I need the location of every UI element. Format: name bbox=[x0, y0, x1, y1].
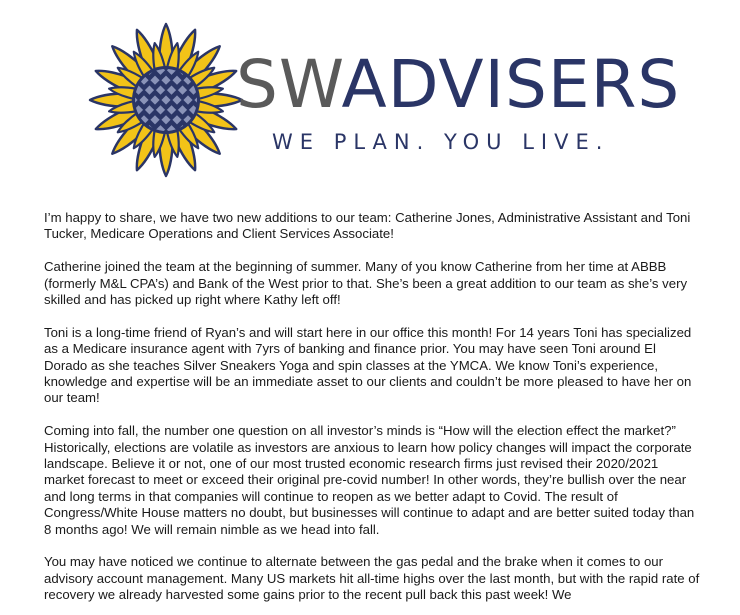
brand-wordmark bbox=[236, 46, 681, 162]
brand-advisers: ADVISERS bbox=[341, 46, 681, 123]
letter-body bbox=[44, 210, 702, 615]
paragraph-account-management: You may have noticed we continue to alternate between the gas pedal and the brake when it comes to our advisory account management. Many US markets hit all-time highs over the last month, but with the rapid rate of recovery we already harvested some gains prior to the recent pull back this past week! We bbox=[44, 554, 700, 603]
paragraph-election: Coming into fall, the number one question on all investor’s minds is “How will the election effect the market?” Historically, elections are volatile as investors are anxious to learn how policy changes will impact the corporate landscape. Believe it or not, one of our most trusted economic research firms just revised their 2020/2021 market forecast to meet or exceed their original pre-covid number! In other words, they’re bullish over the near and long terms in that companies will continue to reopen as we better adapt to Covid. The result of Congress/White House matters no doubt, but businesses will continue to adapt and are better suited today than 8 months ago! We will remain nimble as we head into fall. bbox=[44, 423, 695, 537]
tagline: WE PLAN. YOU LIVE. bbox=[272, 130, 610, 154]
paragraph-new-additions: I’m happy to share, we have two new additions to our team: Catherine Jones, Administrative Assistant and Toni Tucker, Medicare Operations and Client Services Associate! bbox=[44, 210, 691, 242]
logo bbox=[86, 20, 681, 180]
brand-sw: SW bbox=[236, 46, 342, 123]
paragraph-catherine: Catherine joined the team at the beginning of summer. Many of you know Catherine from her time at ABBB (formerly M&L CPA’s) and Bank of the West prior to that. She’s been a great addition to our team as she’s very skilled and has picked up right where Kathy left off! bbox=[44, 259, 688, 308]
sunflower-icon bbox=[86, 20, 246, 180]
paragraph-toni: Toni is a long-time friend of Ryan’s and will start here in our office this month! For 14 years Toni has specialized as a Medicare insurance agent with 7yrs of banking and finance prior. You may have seen Toni around El Dorado as she teaches Silver Sneakers Yoga and spin classes at the YMCA. We know Toni’s experience, knowledge and expertise will be an immediate asset to our clients and couldn’t be more pleased to have her on our team! bbox=[44, 324, 692, 406]
brand-name bbox=[236, 46, 681, 123]
